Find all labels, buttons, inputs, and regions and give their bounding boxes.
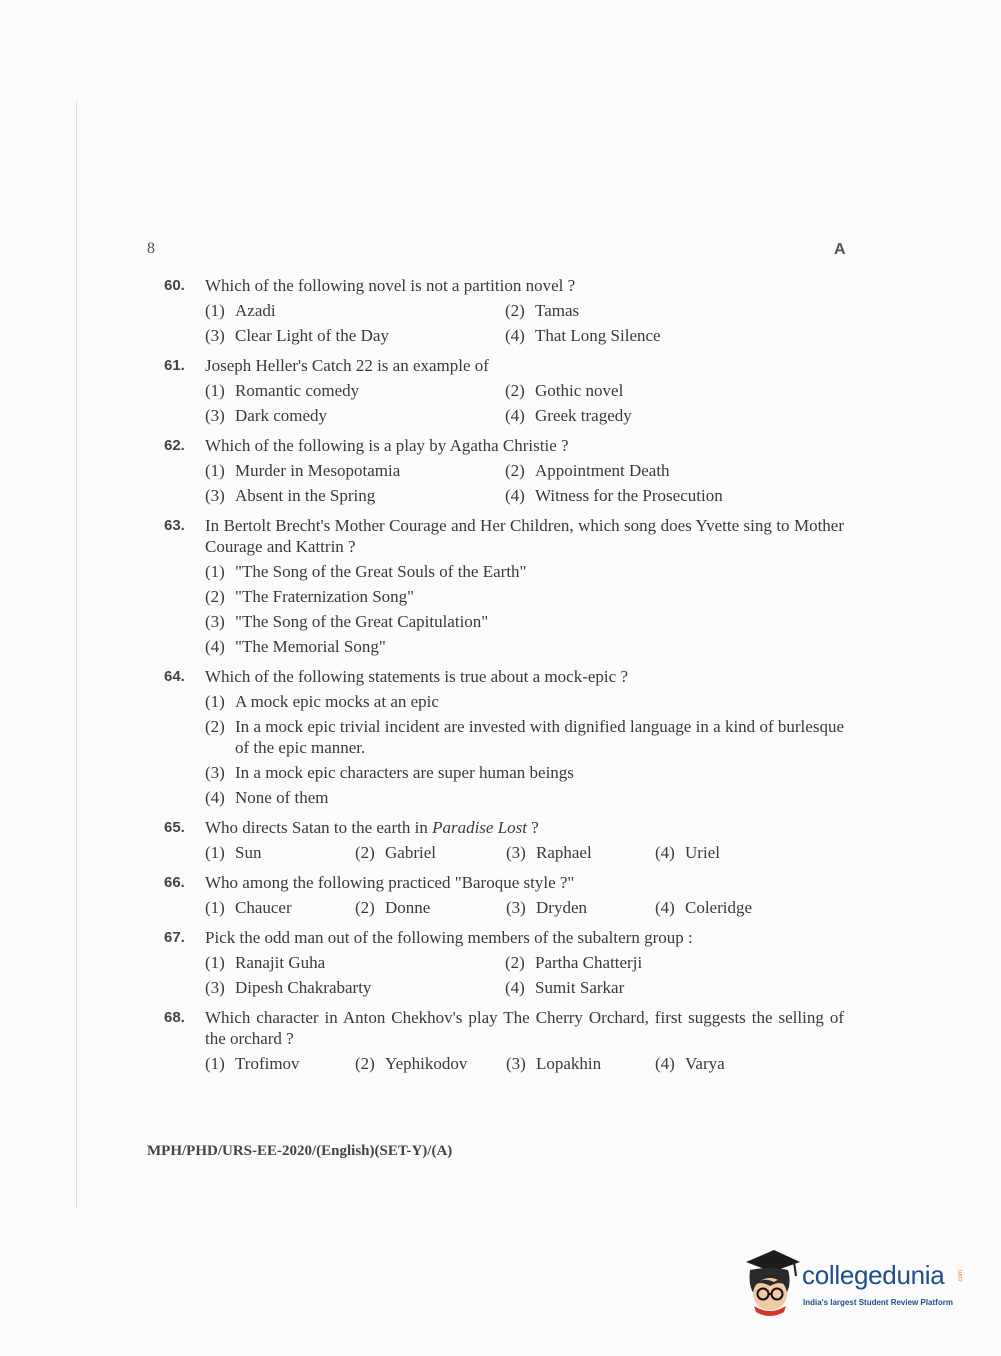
option-1: [205, 897, 355, 918]
option-3: [205, 611, 844, 632]
option-number: (1): [205, 692, 225, 711]
option-text: Tamas: [535, 301, 580, 320]
option-text: Sumit Sarkar: [535, 978, 625, 997]
option-number: (1): [205, 461, 225, 480]
option-text: Lopakhin: [536, 1054, 602, 1073]
option-text: "The Song of the Great Capitulation": [235, 612, 489, 631]
option-3: [506, 842, 655, 863]
question-text: Who among the following practiced "Baroque style ?": [205, 873, 575, 892]
option-1: [205, 380, 505, 401]
option-3: [506, 1053, 655, 1074]
option-number: (4): [505, 326, 525, 345]
option-text: Clear Light of the Day: [235, 326, 389, 345]
option-1: [205, 1053, 355, 1074]
question-number: 62.: [164, 437, 185, 454]
option-text: Murder in Mesopotamia: [235, 461, 401, 480]
option-2: [505, 380, 805, 401]
option-text: None of them: [235, 788, 329, 807]
margin-rule: [76, 100, 77, 1208]
question-number: 65.: [164, 819, 185, 836]
option-1: [205, 842, 355, 863]
option-2: [505, 952, 805, 973]
graduate-mascot-icon: [740, 1248, 800, 1318]
option-2: [505, 300, 805, 321]
question-number: 68.: [164, 1009, 185, 1026]
option-number: (4): [505, 978, 525, 997]
question-list: [164, 275, 844, 1083]
option-text: Witness for the Prosecution: [535, 486, 723, 505]
option-number: (3): [506, 1054, 526, 1073]
option-text: Greek tragedy: [535, 406, 632, 425]
option-text: "The Memorial Song": [235, 637, 386, 656]
option-1: [205, 691, 844, 712]
option-text: Gothic novel: [535, 381, 624, 400]
option-number: (2): [505, 953, 525, 972]
option-1: [205, 952, 505, 973]
option-number: (1): [205, 562, 225, 581]
question-number: 63.: [164, 517, 185, 534]
question-text: Which character in Anton Chekhov's play The Cherry Orchard, first suggests the selling of the orchard ?: [205, 1008, 844, 1048]
option-number: (1): [205, 301, 225, 320]
option-text: "The Fraternization Song": [235, 587, 415, 606]
option-4: [655, 1053, 805, 1074]
option-text: Sun: [235, 843, 262, 862]
option-number: (3): [506, 898, 526, 917]
question-68: [164, 1007, 844, 1074]
option-text: Trofimov: [235, 1054, 300, 1073]
options: [205, 691, 844, 808]
option-text: Raphael: [536, 843, 592, 862]
option-number: (1): [205, 1054, 225, 1073]
option-text: Partha Chatterji: [535, 953, 643, 972]
question-62: [164, 435, 844, 506]
option-number: (2): [205, 587, 225, 606]
option-text: Appointment Death: [535, 461, 670, 480]
option-4: [205, 636, 844, 657]
question-text: Which of the following is a play by Agatha Christie ?: [205, 436, 569, 455]
option-3: [205, 977, 505, 998]
option-text: Romantic comedy: [235, 381, 360, 400]
question-number: 64.: [164, 668, 185, 685]
question-66: [164, 872, 844, 918]
question-number: 66.: [164, 874, 185, 891]
option-number: (4): [655, 898, 675, 917]
option-number: (4): [505, 406, 525, 425]
option-number: (4): [205, 788, 225, 807]
option-text: "The Song of the Great Souls of the Earth": [235, 562, 527, 581]
option-text: Absent in the Spring: [235, 486, 376, 505]
options: [205, 1053, 844, 1074]
question-text: Which of the following statements is true about a mock-epic ?: [205, 667, 628, 686]
question-61: [164, 355, 844, 426]
option-1: [205, 460, 505, 481]
option-number: (1): [205, 953, 225, 972]
option-text: Yephikodov: [385, 1054, 468, 1073]
option-number: (3): [205, 486, 225, 505]
option-2: [355, 842, 506, 863]
question-text: [205, 817, 844, 838]
option-text: Azadi: [235, 301, 276, 320]
option-2: [355, 1053, 506, 1074]
option-text: Dark comedy: [235, 406, 328, 425]
option-number: (2): [505, 381, 525, 400]
option-text: Donne: [385, 898, 431, 917]
question-60: [164, 275, 844, 346]
option-number: (1): [205, 843, 225, 862]
option-4: [205, 787, 844, 808]
option-number: (3): [205, 406, 225, 425]
option-4: [505, 405, 805, 426]
option-number: (1): [205, 898, 225, 917]
option-1: [205, 561, 844, 582]
option-number: (4): [205, 637, 225, 656]
option-4: [655, 842, 805, 863]
question-63: [164, 515, 844, 657]
option-number: (3): [205, 978, 225, 997]
option-number: (3): [205, 763, 225, 782]
option-number: (4): [655, 843, 675, 862]
option-number: (3): [205, 612, 225, 631]
options: [205, 897, 844, 918]
option-4: [505, 485, 805, 506]
option-number: (2): [355, 1054, 375, 1073]
option-text: In a mock epic trivial incident are invested with dignified language in a kind of burlesque of the epic manner.: [235, 717, 844, 757]
option-text: Dryden: [536, 898, 587, 917]
options: [205, 952, 844, 998]
question-number: 67.: [164, 929, 185, 946]
options: [205, 842, 844, 863]
question-text: Joseph Heller's Catch 22 is an example of: [205, 356, 489, 375]
option-text: Coleridge: [685, 898, 753, 917]
question-text: In Bertolt Brecht's Mother Courage and Her Children, which song does Yvette sing to Mother Courage and Kattrin ?: [205, 516, 844, 556]
option-text: Dipesh Chakrabarty: [235, 978, 372, 997]
question-number: 61.: [164, 357, 185, 374]
option-text: In a mock epic characters are super human beings: [235, 763, 574, 782]
option-2: [205, 586, 844, 607]
options: [205, 460, 844, 506]
brand-name: collegedunia: [802, 1260, 945, 1290]
options: [205, 380, 844, 426]
option-2: [505, 460, 805, 481]
option-3: [205, 485, 505, 506]
option-2: [355, 897, 506, 918]
option-number: (2): [205, 717, 225, 736]
option-number: (1): [205, 381, 225, 400]
option-text: That Long Silence: [535, 326, 661, 345]
brand-tagline: India's largest Student Review Platform: [803, 1298, 953, 1307]
question-text-end: ?: [527, 818, 539, 837]
option-text: Chaucer: [235, 898, 292, 917]
option-1: [205, 300, 505, 321]
option-number: (2): [505, 301, 525, 320]
collegedunia-watermark: [740, 1248, 972, 1318]
option-3: [205, 762, 844, 783]
option-3: [506, 897, 655, 918]
option-2: [205, 716, 844, 758]
brand-domain-suffix: .com: [958, 1270, 964, 1284]
paper-code-footer: MPH/PHD/URS-EE-2020/(English)(SET-Y)/(A): [147, 1143, 453, 1159]
option-text: Varya: [685, 1054, 725, 1073]
work-title: Paradise Lost: [432, 818, 528, 837]
option-number: (2): [355, 843, 375, 862]
option-text: Uriel: [685, 843, 720, 862]
option-number: (2): [355, 898, 375, 917]
set-letter: A: [834, 241, 846, 258]
option-text: A mock epic mocks at an epic: [235, 692, 439, 711]
option-number: (4): [505, 486, 525, 505]
question-text-start: Who directs Satan to the earth in: [205, 818, 433, 837]
question-text: Pick the odd man out of the following members of the subaltern group :: [205, 928, 693, 947]
question-67: [164, 927, 844, 998]
options: [205, 300, 844, 346]
question-number: 60.: [164, 277, 185, 294]
option-3: [205, 405, 505, 426]
option-text: Gabriel: [385, 843, 436, 862]
question-text: Which of the following novel is not a partition novel ?: [205, 276, 576, 295]
option-4: [655, 897, 805, 918]
page-number: 8: [147, 240, 155, 257]
option-number: (4): [655, 1054, 675, 1073]
option-4: [505, 977, 805, 998]
question-65: [164, 817, 844, 863]
question-64: [164, 666, 844, 808]
option-3: [205, 325, 505, 346]
options: [205, 561, 844, 657]
option-number: (3): [506, 843, 526, 862]
option-4: [505, 325, 805, 346]
option-number: (2): [505, 461, 525, 480]
option-number: (3): [205, 326, 225, 345]
option-text: Ranajit Guha: [235, 953, 326, 972]
